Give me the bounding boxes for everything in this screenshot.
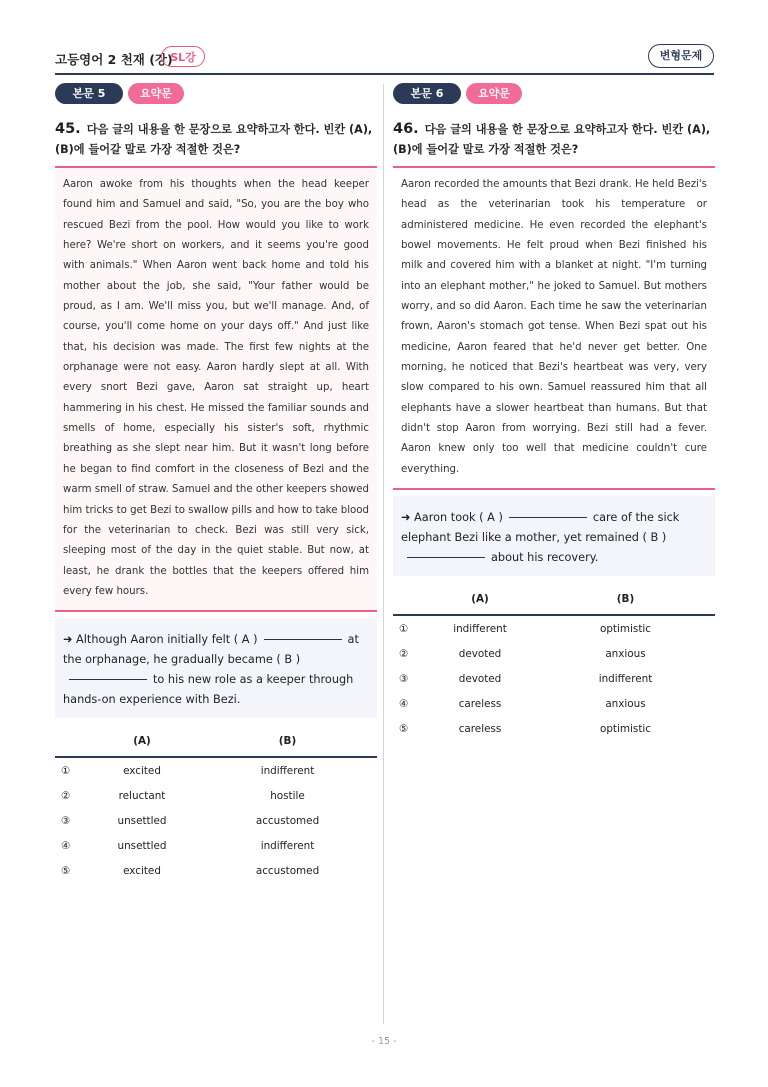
column-divider (383, 84, 384, 1024)
option-row[interactable] (393, 641, 715, 666)
option-b: anxious (605, 647, 646, 660)
option-a: excited (123, 764, 161, 777)
passage-number-tag: 본문 5 (55, 83, 123, 104)
option-row[interactable] (55, 757, 377, 783)
summary-box (393, 496, 715, 576)
option-number: ① (399, 622, 409, 635)
options-header-row (55, 726, 377, 757)
passage-text: Aaron recorded the amounts that Bezi drank. He held Bezi's head as the veterinarian took his temperature or administered medicine. He even recorded the elephant's bowel movements. He felt proud when Bezi finished his milk and covered him with a blanket at night. "I'm turning into an elephant mother," he joked to Samuel. But mothers worry, and so did Aaron. Each time he saw the veterinarian frown, Aaron's stomach got tense. When Bezi spat out his medicine, Aaron feared that he'd never get better. One morning, he noticed that Bezi's heartbeat was very, very slow compared to his own. Samuel reassured him that all elephants have a slower heartbeat than humans. But that didn't stop Aaron from worrying. Bezi still had a fever. Aaron knew only too well that medicine couldn't cure everything. (393, 168, 715, 488)
option-b: hostile (270, 789, 305, 802)
question-number: 45. (55, 121, 81, 137)
option-b: accustomed (255, 814, 320, 827)
pink-rule (393, 488, 715, 490)
option-a: reluctant (118, 789, 166, 802)
summary-part-2: at the orphanage, he gradually became ( B ) (63, 633, 359, 667)
question-text: 다음 글의 내용을 한 문장으로 요약하고자 한다. 빈칸 (A), (B)에 들어갈 말로 가장 적절한 것은? (55, 123, 373, 156)
option-number: ② (61, 789, 71, 802)
option-a: careless (458, 697, 502, 710)
options-header-row (393, 584, 715, 615)
options-header-b: (B) (536, 584, 715, 615)
summary-part-2: care of the sick elephant Bezi like a mother, yet remained ( B ) (401, 511, 680, 545)
answer-options-table (55, 726, 377, 883)
question-text: 다음 글의 내용을 한 문장으로 요약하고자 한다. 빈칸 (A), (B)에 들어갈 말로 가장 적절한 것은? (393, 123, 711, 156)
summary-box (55, 618, 377, 718)
level-badge: SL강 (161, 46, 205, 67)
pink-rule (55, 610, 377, 612)
option-row[interactable] (393, 615, 715, 641)
option-number: ③ (399, 672, 409, 685)
blank-b (407, 557, 485, 558)
summary-part-3: to his new role as a keeper through hands-on experience with Bezi. (63, 673, 354, 707)
option-number: ② (399, 647, 409, 660)
passage-text: Aaron awoke from his thoughts when the head keeper found him and Samuel and said, "So, you are the boy who rescued Bezi from the pool. How would you like to work here? We're short on workers, and it seems you're good with animals." When Aaron went back home and told his mother about the job, she said, "Your father would be proud, as I am. We'll miss you, but we'll manage. And, of course, you'll come home on your days off." And just like that, his decision was made. The first few nights at the orphanage were not easy. Aaron hardly slept at all. With every snort Bezi gave, Aaron sat straight up, heart hammering in his chest. He missed the familiar sounds and smells of home, especially his sister's soft, rhythmic breathing as she slept near him. But it wasn't long before he began to find comfort in the closeness of Bezi and the warm smell of straw. Samuel and the other keepers showed him tricks to get Bezi to swallow pills and how to take blood for the veterinarian to check. Bezi was still very sick, sleeping most of the day in the quiet stable. But now, at least, he drank the bottles that the keepers offered him every few hours. (55, 168, 377, 610)
option-a: excited (123, 864, 161, 877)
answer-options-table (393, 584, 715, 741)
question-45-section (55, 83, 377, 883)
options-header-a: (A) (424, 584, 536, 615)
blank-b (69, 679, 147, 680)
option-b: optimistic (599, 622, 651, 635)
book-title: 고등영어 2 천재 (강) (55, 52, 173, 67)
option-number: ④ (61, 839, 71, 852)
option-row[interactable] (55, 833, 377, 858)
question-prompt (55, 119, 377, 166)
section-tags (393, 83, 715, 105)
option-b: indifferent (260, 839, 315, 852)
option-b: anxious (605, 697, 646, 710)
option-a: indifferent (453, 622, 507, 635)
option-a: careless (458, 722, 502, 735)
option-row[interactable] (393, 716, 715, 741)
option-b: indifferent (598, 672, 653, 685)
option-number: ④ (399, 697, 409, 710)
section-tags (55, 83, 377, 105)
option-a: unsettled (117, 839, 167, 852)
passage-number-tag: 본문 6 (393, 83, 461, 104)
question-type-badge: 변형문제 (648, 44, 714, 68)
option-a: unsettled (117, 814, 167, 827)
option-row[interactable] (55, 783, 377, 808)
question-prompt (393, 119, 715, 166)
option-number: ⑤ (61, 864, 71, 877)
question-kind-tag: 요약문 (466, 83, 522, 104)
option-b: indifferent (260, 764, 315, 777)
options-header-b: (B) (198, 726, 377, 757)
option-row[interactable] (393, 691, 715, 716)
page-number: - 15 - (371, 1036, 397, 1047)
question-kind-tag: 요약문 (128, 83, 184, 104)
question-46-section (393, 83, 715, 741)
option-number: ③ (61, 814, 71, 827)
option-row[interactable] (55, 858, 377, 883)
option-row[interactable] (55, 808, 377, 833)
option-row[interactable] (393, 666, 715, 691)
blank-a (264, 639, 342, 640)
option-number: ① (61, 764, 71, 777)
header-rule (55, 73, 714, 75)
options-header-num (393, 584, 424, 615)
options-header-a: (A) (86, 726, 198, 757)
summary-part-3: about his recovery. (491, 551, 599, 565)
option-a: devoted (458, 647, 502, 660)
option-b: accustomed (255, 864, 320, 877)
option-number: ⑤ (399, 722, 409, 735)
option-a: devoted (458, 672, 502, 685)
options-header-num (55, 726, 86, 757)
summary-part-1: ➜ Aaron took ( A ) (401, 511, 503, 525)
option-b: optimistic (599, 722, 651, 735)
page-header (55, 44, 714, 74)
question-number: 46. (393, 121, 419, 137)
blank-a (509, 517, 587, 518)
summary-part-1: ➜ Although Aaron initially felt ( A ) (63, 633, 258, 647)
